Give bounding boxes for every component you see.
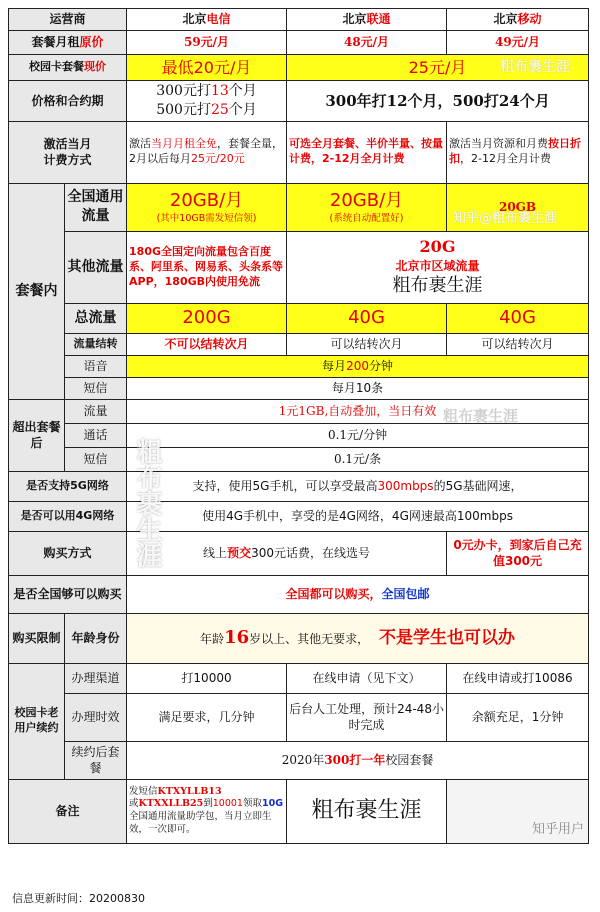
renew-after-value: 2020年300打一年校园套餐 — [127, 741, 589, 779]
comparison-sheet — [8, 8, 588, 844]
telecom-national-data: 20GB/月 (其中10GB需发短信领) — [127, 183, 287, 231]
overage-label: 超出套餐后 — [9, 399, 65, 471]
restriction-value: 年龄16岁以上、其他无要求， 不是学生也可以办 — [127, 613, 589, 663]
notes-brand: 粗布裹生涯 — [287, 779, 447, 843]
telecom-renew-timing: 满足要求，几分钟 — [127, 693, 287, 741]
mobile-national-data: 20GB 知乎@粗布裹生涯 — [447, 183, 589, 231]
renew-timing-label: 办理时效 — [65, 693, 127, 741]
national-data-label: 全国通用流量 — [65, 183, 127, 231]
telecom-rent: 59元/月 — [127, 31, 287, 55]
activation-label: 激活当月 计费方式 — [9, 121, 127, 183]
vertical-watermark: 粗布裹生涯 — [132, 438, 162, 568]
purchase-value: 线上预交300元话费，在线选号 — [127, 531, 447, 575]
4g-label: 是否可以用4G网络 — [9, 501, 127, 531]
overage-data-value: 1元1GB,自动叠加，当日有效 — [127, 399, 589, 423]
telecom-other-data: 180G全国定向流量包含百度系、阿里系、网易系、头条系等APP，180GB内使用免流 — [127, 231, 287, 303]
mobile-activation: 激活当月资源和月费按日折扣，2-12月全月计费 — [447, 121, 589, 183]
overage-call-label: 通话 — [65, 423, 127, 447]
renew-after-row — [9, 741, 589, 779]
comparison-table — [8, 8, 589, 844]
notes-row — [9, 779, 589, 843]
package-label: 套餐内 — [9, 183, 65, 399]
campus-price-label: 校园卡套餐现价 — [9, 55, 127, 81]
national-data-row — [9, 183, 589, 231]
total-data-label: 总流量 — [65, 303, 127, 333]
voice-label: 语音 — [65, 355, 127, 377]
unicom-rollover: 可以结转次月 — [287, 333, 447, 355]
contract-row — [9, 81, 589, 122]
footer-updated: 信息更新时间：20200830 — [12, 892, 145, 905]
mobile-rent: 49元/月 — [447, 31, 589, 55]
telecom-campus-price: 最低20元/月 — [127, 55, 287, 81]
purchase-row — [9, 531, 589, 575]
overage-call-row — [9, 423, 589, 447]
unicom-header: 北京联通 — [287, 9, 447, 31]
operator-header: 运营商 — [9, 9, 127, 31]
renew-timing-row — [9, 693, 589, 741]
sms-value: 每月10条 — [127, 377, 589, 399]
voice-row — [9, 355, 589, 377]
total-data-row — [9, 303, 589, 333]
activation-row — [9, 121, 589, 183]
telecom-activation: 激活当月月租全免，套餐全量，2月以后每月25元/20元 — [127, 121, 287, 183]
telecom-renew-channel: 打10000 — [127, 663, 287, 693]
monthly-rent-row — [9, 31, 589, 55]
other-data-label: 其他流量 — [65, 231, 127, 303]
overage-data-row — [9, 399, 589, 423]
overage-sms-label: 短信 — [65, 447, 127, 471]
watermark-text: 知乎@粗布裹生涯 — [453, 210, 558, 226]
telecom-name: 电信 — [206, 12, 231, 27]
mobile-purchase: 0元办卡，到家后自己充值300元 — [447, 531, 589, 575]
mobile-rollover: 可以结转次月 — [447, 333, 589, 355]
renew-label: 校园卡老用户续约 — [9, 663, 65, 779]
mobile-renew-timing: 余额充足，1分钟 — [447, 693, 589, 741]
notes-content: 发短信KTXYLLB13 或KTXXLLB25到10001领取10G 全国通用流量助学包，当月立即生效，一次即可。 — [127, 779, 287, 843]
watermark-text: 粗布裹生涯 — [500, 59, 571, 75]
nationwide-row — [9, 575, 589, 613]
watermark-text: 粗布裹生涯 — [443, 406, 519, 425]
voice-value: 每月200分钟 — [127, 355, 589, 377]
5g-row — [9, 471, 589, 501]
notes-corner — [447, 779, 589, 843]
unicom-national-data: 20GB/月 (系统自动配置好) — [287, 183, 447, 231]
mobile-header: 北京移动 — [447, 9, 589, 31]
renew-after-label: 续约后套餐 — [65, 741, 127, 779]
sms-row — [9, 377, 589, 399]
overage-sms-value: 0.1元/条 — [127, 447, 589, 471]
unicom-activation: 可选全月套餐、半价半量、按量计费，2-12月全月计费 — [287, 121, 447, 183]
telecom-rollover: 不可以结转次月 — [127, 333, 287, 355]
5g-label: 是否支持5G网络 — [9, 471, 127, 501]
overage-data-label: 流量 — [65, 399, 127, 423]
nationwide-value: 全国都可以购买，全国包邮 — [127, 575, 589, 613]
overage-call-value: 0.1元/分钟 粗布裹生涯 — [127, 423, 589, 447]
contract-label: 价格和合约期 — [9, 81, 127, 122]
5g-value: 支持，使用5G手机，可以享受最高300mbps的5G基础网速， — [127, 471, 589, 501]
telecom-header: 北京电信 — [127, 9, 287, 31]
overage-sms-row — [9, 447, 589, 471]
header-row — [9, 9, 589, 31]
renew-channel-label: 办理渠道 — [65, 663, 127, 693]
unicom-total-data: 40G — [287, 303, 447, 333]
restriction-label: 购买限制 — [9, 613, 65, 663]
corner-watermark: 知乎用户 — [532, 822, 585, 838]
campus-price-row — [9, 55, 589, 81]
telecom-contract: 300元打13个月 500元打25个月 — [127, 81, 287, 122]
unicom-renew-channel: 在线申请（见下文） — [287, 663, 447, 693]
renew-channel-row — [9, 663, 589, 693]
telecom-total-data: 200G — [127, 303, 287, 333]
unicom-mobile-contract: 300年打12个月，500打24个月 — [287, 81, 589, 122]
4g-value: 使用4G手机中，享受的是4G网络，4G网速最高100mbps — [127, 501, 589, 531]
monthly-rent-label: 套餐月租原价 — [9, 31, 127, 55]
unicom-renew-timing: 后台人工处理，预计24-48小时完成 — [287, 693, 447, 741]
rollover-label: 流量结转 — [65, 333, 127, 355]
restriction-sub-label: 年龄身份 — [65, 613, 127, 663]
mobile-renew-channel: 在线申请或打10086 — [447, 663, 589, 693]
restriction-row — [9, 613, 589, 663]
purchase-label: 购买方式 — [9, 531, 127, 575]
mobile-total-data: 40G — [447, 303, 589, 333]
unicom-mobile-other-data: 20G 北京市区域流量 粗布裹生涯 — [287, 231, 589, 303]
other-data-row — [9, 231, 589, 303]
rollover-row — [9, 333, 589, 355]
watermark-brand: 粗布裹生涯 — [392, 275, 483, 297]
nationwide-label: 是否全国够可以购买 — [9, 575, 127, 613]
unicom-mobile-campus-price: 25元/月 粗布裹生涯 — [287, 55, 589, 81]
unicom-rent: 48元/月 — [287, 31, 447, 55]
4g-row — [9, 501, 589, 531]
sms-label: 短信 — [65, 377, 127, 399]
notes-label: 备注 — [9, 779, 127, 843]
